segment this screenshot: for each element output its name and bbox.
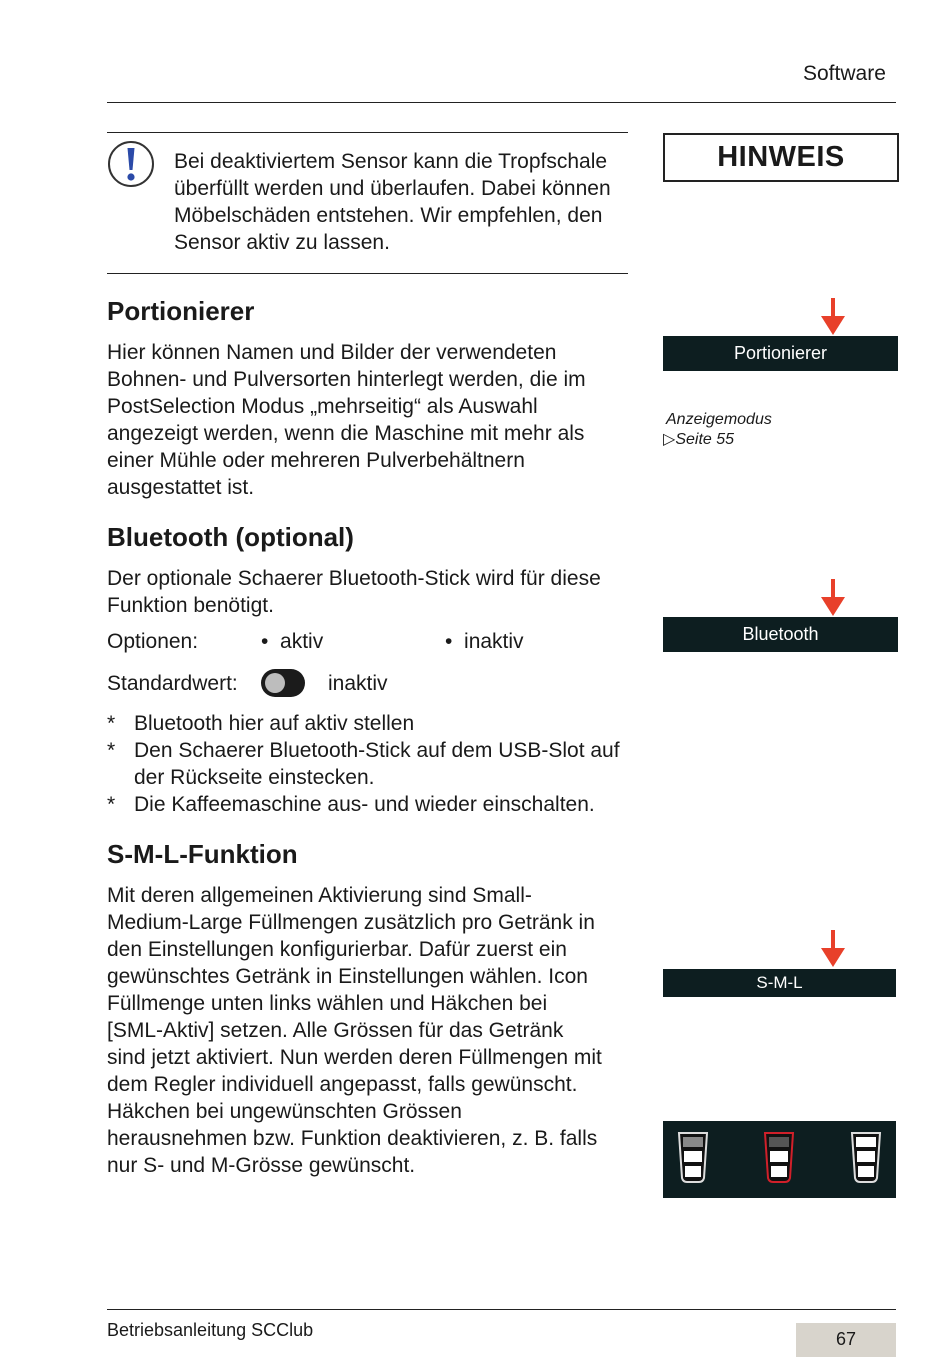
arrow-down-icon xyxy=(821,579,845,617)
bluetooth-step-2: Den Schaerer Bluetooth-Stick auf dem USB-Slot auf der Rückseite einstecken. xyxy=(134,739,620,789)
default-value: inaktiv xyxy=(328,672,388,695)
portionierer-body: Hier können Namen und Bilder der verwendeten Bohnen- und Pulversorten hinterlegt werden, die im PostSelection Modus „mehrseitig“ als Auswahl angezeigt werden, wenn die Maschine mit mehr als einer Mühle oder mehreren Pulverbehältnern ausgestattet ist. xyxy=(107,341,586,499)
step-marker: * xyxy=(107,793,116,816)
bluetooth-menu-button[interactable]: Bluetooth xyxy=(663,617,898,652)
triangle-right-icon: ▷ xyxy=(663,431,676,448)
footer-rule xyxy=(107,1309,896,1310)
arrow-down-icon xyxy=(821,298,845,336)
sml-heading: S-M-L-Funktion xyxy=(107,839,298,869)
bullet-icon: • xyxy=(261,630,269,653)
hinweis-badge: HINWEIS xyxy=(663,133,899,182)
notice-bottom-rule xyxy=(107,273,628,274)
reference-page: Seite 55 xyxy=(675,431,735,448)
portionierer-heading: Portionierer xyxy=(107,296,255,326)
header-rule xyxy=(107,102,896,103)
cup-sizes-illustration xyxy=(663,1121,896,1198)
bluetooth-step-3: Die Kaffeemaschine aus- und wieder einschalten. xyxy=(134,793,595,816)
portionierer-menu-button[interactable]: Portionierer xyxy=(663,336,898,371)
option-inaktiv: • inaktiv xyxy=(445,630,524,653)
cup-small-icon xyxy=(679,1133,707,1182)
cup-large-icon xyxy=(852,1133,880,1182)
default-label: Standardwert: xyxy=(107,672,238,695)
toggle-switch-icon xyxy=(261,669,305,697)
notice-text: Bei deaktiviertem Sensor kann die Tropfschale überfüllt werden und überlaufen. Dabei können Möbelschäden entstehen. Wir empfehlen, den Sensor aktiv zu lassen. xyxy=(174,150,611,254)
options-label: Optionen: xyxy=(107,630,199,653)
bluetooth-step-1: Bluetooth hier auf aktiv stellen xyxy=(134,712,415,735)
section-label: Software xyxy=(803,62,886,85)
sml-body: Mit deren allgemeinen Aktivierung sind Small-Medium-Large Füllmengen zusätzlich pro Getränk in den Einstellungen konfigurierbar. Dafür zuerst ein gewünschtes Getränk in Einstellungen wählen. Icon Füllmenge unten links wählen und Häkchen bei [SML-Aktiv] setzen. Alle Grössen für das Getränk sind jetzt aktiviert. Nun werden deren Füllmengen mit dem Regler individuell angepasst, falls gewünscht. Häkchen bei ungewünschten Grössen herausnehmen bzw. Funktion deaktivieren, z. B. falls nur S- und M-Grösse gewünscht. xyxy=(107,884,602,1177)
reference-link[interactable] xyxy=(663,430,734,450)
bullet-icon: • xyxy=(445,630,453,653)
warning-icon xyxy=(107,140,155,188)
cup-medium-icon xyxy=(765,1133,793,1182)
notice-top-rule xyxy=(107,132,628,133)
size-selector xyxy=(663,1121,896,1198)
step-marker: * xyxy=(107,739,116,762)
step-marker: * xyxy=(107,712,116,735)
reference-label: Anzeigemodus xyxy=(666,411,772,428)
sml-menu-button[interactable]: S-M-L xyxy=(663,969,896,997)
page-number: 67 xyxy=(796,1323,896,1357)
bluetooth-body: Der optionale Schaerer Bluetooth-Stick wird für diese Funktion benötigt. xyxy=(107,567,601,617)
manual-title: Betriebsanleitung SCClub xyxy=(107,1320,314,1340)
option-aktiv: • aktiv xyxy=(261,630,324,653)
bluetooth-heading: Bluetooth (optional) xyxy=(107,522,354,552)
arrow-down-icon xyxy=(821,930,845,968)
